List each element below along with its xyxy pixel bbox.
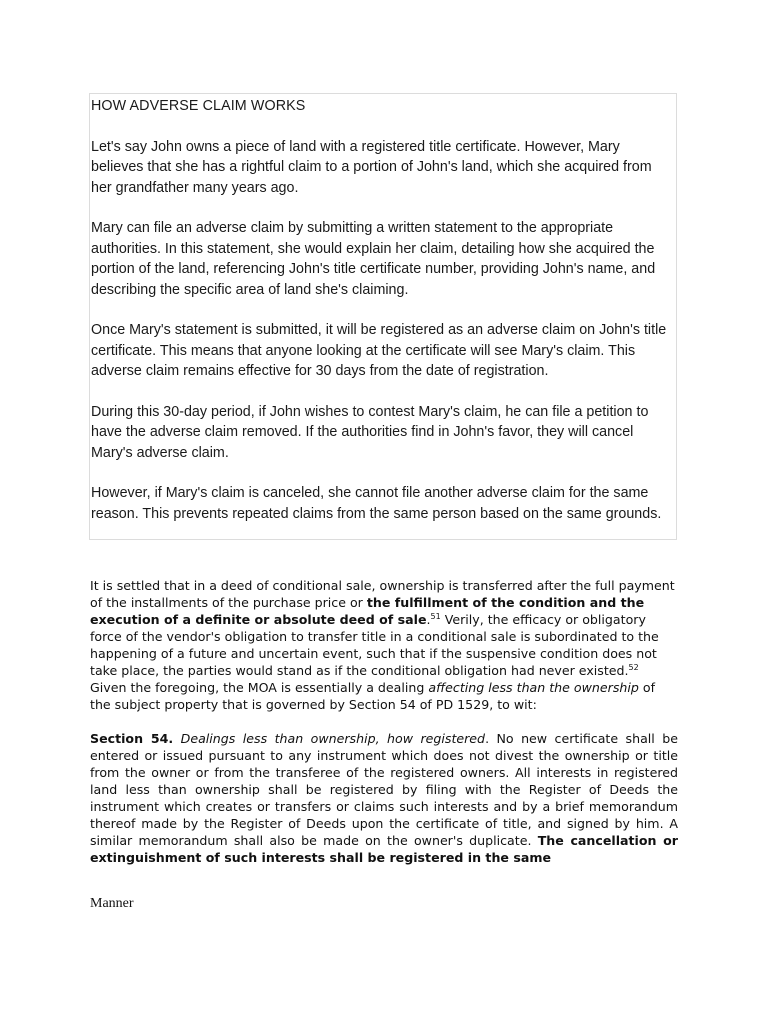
text-segment: Given the foregoing, the MOA is essentially a dealing	[90, 680, 429, 695]
text-segment: It is settled that in a deed of conditional sale, ownership is transferred after the full payment of the installments of the purchase price or	[90, 578, 675, 610]
paragraph-gap	[90, 713, 678, 730]
text-segment: Verily, the efficacy or obligatory force of the vendor's obligation to transfer title in a conditional sale is subordinated to the happening of a future and uncertain event, such that if the suspensive condition does not take place, the parties would stand as if the conditional obligation had never existed.	[90, 612, 659, 678]
section-54-text: . No new certificate shall be entered or issued pursuant to any instrument which does not divest the ownership or title from the owner or from the transferee of the registered owners. All interests in registered land less than ownership shall be registered by filing with the Register of Deeds the instrument which creates or transfers or claims such interests and by a brief memorandum thereof made by the Register of Deeds upon the certificate of title, and signed by him. A similar memorandum shall also be made on the owner's duplicate.	[90, 731, 678, 848]
summary-title: HOW ADVERSE CLAIM WORKS	[91, 98, 306, 114]
section-54-label: Section 54.	[90, 731, 174, 746]
footnote-52: 52	[628, 662, 639, 672]
manner-word: Manner	[90, 896, 134, 911]
summary-paragraph-3: Once Mary's statement is submitted, it will be registered as an adverse claim on John's title certificate. This means that anyone looking at the certificate will see Mary's claim. This adverse claim remains effective for 30 days from the date of registration.	[91, 322, 667, 379]
summary-paragraph-5: However, if Mary's claim is canceled, she cannot file another adverse claim for the same reason. This prevents repeated claims from the same person based on the same grounds.	[91, 485, 662, 522]
summary-paragraph-4: During this 30-day period, if John wishes to contest Mary's claim, he can file a petition to have the adverse claim removed. If the authorities find in John's favor, they will cancel Mary's adverse claim.	[91, 403, 649, 461]
section-54-heading: Dealings less than ownership, how registered	[180, 731, 486, 746]
section-54-bold-ending: The cancellation or extinguishment of such interests shall be registered in the same	[90, 833, 678, 865]
text-segment: .	[426, 612, 431, 627]
conditional-sale-paragraph	[90, 577, 678, 713]
adverse-claim-summary-box	[89, 93, 677, 540]
legal-text-block	[90, 577, 678, 866]
section-54-paragraph	[90, 730, 678, 866]
text-segment: of the subject property that is governed by Section 54 of PD 1529, to wit:	[90, 680, 656, 712]
summary-paragraph-2: Mary can file an adverse claim by submitting a written statement to the appropriate authorities. In this statement, she would explain her claim, detailing how she acquired the portion of the land, referencing John's title certificate number, providing John's name, and describing the specific area of land she's claiming.	[91, 220, 656, 298]
summary-paragraph-1: Let's say John owns a piece of land with a registered title certificate. However, Mary believes that she has a rightful claim to a portion of John's land, which she acquired from her grandfather many years ago.	[91, 138, 652, 196]
footnote-51: 51	[430, 611, 441, 621]
italic-segment: affecting less than the ownership	[428, 680, 639, 695]
bold-segment: the fulfillment of the condition and the execution of a definite or absolute deed of sale	[90, 595, 645, 627]
